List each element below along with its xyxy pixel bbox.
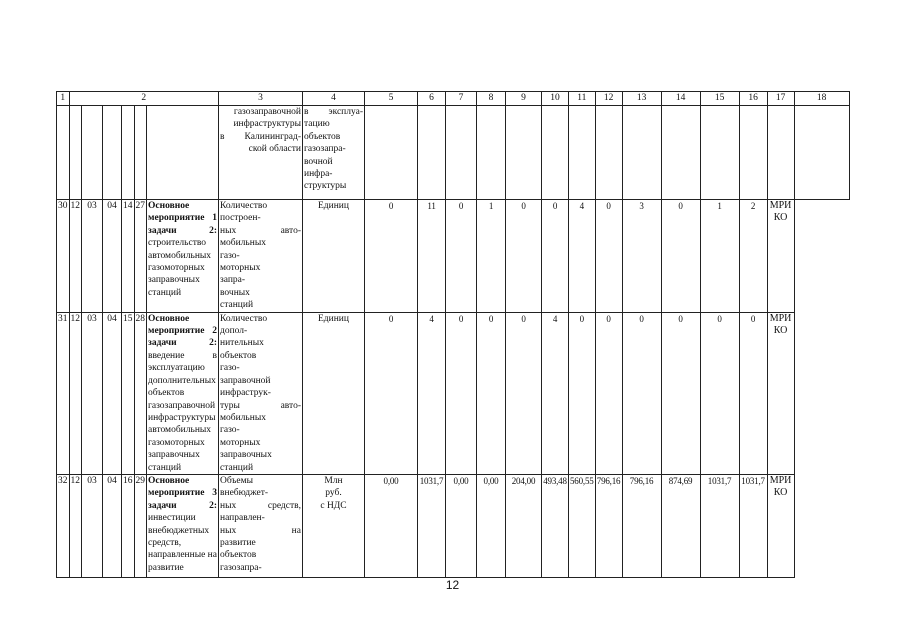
header-cell: 9 — [506, 92, 542, 106]
text-line: станций — [148, 462, 182, 473]
text-line: эксплуатацию — [148, 363, 205, 374]
value-cell: 204,00 — [506, 474, 542, 577]
code-cell: 04 — [103, 474, 122, 577]
text-line: в Калининград- — [220, 131, 301, 142]
value-cell: 0 — [739, 312, 767, 474]
indicator-name-cell — [219, 200, 303, 313]
text-line: объектов — [148, 388, 185, 399]
code-cell: 15 — [122, 312, 135, 474]
code-cell: 03 — [82, 474, 103, 577]
continuation-row — [57, 106, 850, 200]
text-line: Млн — [324, 475, 343, 486]
code-cell: 16 — [122, 474, 135, 577]
text-line: мероприятие 2 — [148, 326, 217, 337]
header-cell: 11 — [569, 92, 596, 106]
text-line: ных авто- — [220, 225, 301, 236]
value-cell: 4 — [569, 200, 596, 313]
text-line: станций — [148, 287, 182, 298]
value-cell: 0 — [542, 200, 569, 313]
value-cell: 0 — [595, 200, 622, 313]
cont-measure-name — [219, 106, 303, 200]
header-cell: 6 — [418, 92, 446, 106]
text-line: Основное — [148, 313, 190, 324]
header-cell: 4 — [303, 92, 365, 106]
text-line: допол- — [220, 326, 248, 337]
text-line: структуры — [304, 181, 347, 192]
text-line: газозапра- — [220, 562, 262, 573]
value-cell: 560,55 — [569, 474, 596, 577]
code-cell: 14 — [122, 200, 135, 313]
header-cell: 17 — [767, 92, 794, 106]
executor-cell: МРИ КО — [767, 200, 794, 313]
value-cell: 0 — [700, 312, 739, 474]
text-line: введение в — [148, 350, 217, 361]
text-line: развитие — [148, 562, 184, 573]
text-line: ской области — [248, 144, 301, 155]
code-cell: 12 — [69, 312, 82, 474]
value-cell: 0 — [569, 312, 596, 474]
indicator-name-cell — [219, 474, 303, 577]
value-cell: 0 — [365, 312, 418, 474]
value-cell: 0 — [595, 312, 622, 474]
value-cell: 796,16 — [595, 474, 622, 577]
measure-name-cell — [147, 474, 219, 577]
code-cell: 27 — [134, 200, 147, 313]
value-cell: 11 — [418, 200, 446, 313]
header-cell: 16 — [739, 92, 767, 106]
value-cell: 0 — [446, 200, 477, 313]
row-number-cell: 31 — [57, 312, 70, 474]
header-cell: 1 — [57, 92, 70, 106]
code-cell: 04 — [103, 200, 122, 313]
text-line: мероприятие 1 — [148, 213, 217, 224]
text-line: руб. — [325, 488, 342, 499]
value-cell: 1031,7 — [418, 474, 446, 577]
code-cell: 04 — [103, 312, 122, 474]
value-cell: 0 — [661, 312, 700, 474]
text-line: газо- — [220, 250, 240, 261]
text-line: станций — [220, 300, 254, 311]
executor-cell: МРИ КО — [767, 474, 794, 577]
text-line: объектов — [304, 131, 341, 142]
value-cell: 0,00 — [477, 474, 506, 577]
text-line: газо- — [220, 363, 240, 374]
row-number-cell: 32 — [57, 474, 70, 577]
text-line: туры авто- — [220, 400, 301, 411]
value-cell: 4 — [542, 312, 569, 474]
table-row — [57, 474, 850, 577]
value-cell: 0 — [506, 200, 542, 313]
text-line: вочных — [220, 287, 250, 298]
table-row — [57, 312, 850, 474]
value-cell: 2 — [739, 200, 767, 313]
text-line: инвестиции — [148, 513, 196, 524]
program-table — [56, 91, 850, 578]
text-line: направленные на — [148, 550, 217, 561]
value-cell: 0 — [477, 312, 506, 474]
header-cell: 5 — [365, 92, 418, 106]
text-line: газозаправочной — [148, 400, 216, 411]
text-line: тацию — [304, 119, 330, 130]
text-line: заправочных — [148, 450, 200, 461]
text-line: газозаправочной — [233, 107, 301, 117]
text-line: Объемы — [220, 475, 253, 486]
value-cell: 0 — [365, 200, 418, 313]
header-cell: 3 — [219, 92, 303, 106]
text-line: задачи 2: — [148, 500, 217, 511]
unit-cell — [303, 474, 365, 577]
text-line: в эксплуа- — [304, 107, 363, 117]
text-line: моторных — [220, 263, 261, 274]
text-line: газомоторных — [148, 437, 205, 448]
text-line: заправочных — [220, 450, 272, 461]
code-cell: 28 — [134, 312, 147, 474]
page-number: 12 — [445, 578, 460, 592]
indicator-name-cell — [219, 312, 303, 474]
text-line: средств, — [148, 537, 182, 548]
cont-indicator-name — [303, 106, 365, 200]
text-line: автомобильных — [148, 425, 212, 436]
header-cell: 15 — [700, 92, 739, 106]
table-row — [57, 200, 850, 313]
value-cell: 1031,7 — [700, 474, 739, 577]
code-cell: 29 — [134, 474, 147, 577]
value-cell: 0,00 — [446, 474, 477, 577]
value-cell: 1 — [477, 200, 506, 313]
header-cell: 10 — [542, 92, 569, 106]
text-line: внебюджет- — [220, 488, 269, 499]
measure-name-cell — [147, 312, 219, 474]
value-cell: 3 — [622, 200, 661, 313]
code-cell: 03 — [82, 312, 103, 474]
text-line: газо- — [220, 425, 240, 436]
text-line: Основное — [148, 201, 190, 211]
unit-cell: Единиц — [303, 312, 365, 474]
text-line: мобильных — [220, 412, 266, 423]
header-cell: 18 — [794, 92, 849, 106]
text-line: задачи 2: — [148, 338, 217, 349]
text-line: внебюджетных — [148, 525, 210, 536]
header-row — [57, 92, 850, 106]
header-cell: 12 — [595, 92, 622, 106]
value-cell: 874,69 — [661, 474, 700, 577]
value-cell: 0 — [446, 312, 477, 474]
text-line: объектов — [220, 550, 257, 561]
value-cell: 4 — [418, 312, 446, 474]
measure-name-cell — [147, 200, 219, 313]
text-line: запра- — [220, 275, 246, 286]
value-cell: 493,48 — [542, 474, 569, 577]
text-line: построен- — [220, 213, 261, 224]
executor-cell: МРИ КО — [767, 312, 794, 474]
text-line: дополнительных — [148, 375, 216, 386]
text-line: моторных — [220, 437, 261, 448]
text-line: газозапра- — [304, 144, 346, 155]
value-cell: 0 — [661, 200, 700, 313]
unit-cell: Единиц — [303, 200, 365, 313]
text-line: объектов — [220, 350, 257, 361]
text-line: ных на — [220, 525, 301, 536]
header-cell: 2 — [69, 92, 219, 106]
text-line: нительных — [220, 338, 264, 349]
code-cell: 03 — [82, 200, 103, 313]
text-line: ных средств, — [220, 500, 301, 511]
code-cell: 12 — [69, 474, 82, 577]
text-line: задачи 2: — [148, 225, 217, 236]
text-line: Количество — [220, 201, 268, 211]
header-cell: 7 — [446, 92, 477, 106]
text-line: развитие — [220, 537, 256, 548]
text-line: газомоторных — [148, 263, 205, 274]
header-cell: 14 — [661, 92, 700, 106]
text-line: инфраструк- — [220, 388, 271, 399]
value-cell: 1031,7 — [739, 474, 767, 577]
text-line: автомобильных — [148, 250, 212, 261]
value-cell: 0 — [506, 312, 542, 474]
text-line: мероприятие 3 — [148, 488, 217, 499]
header-cell: 8 — [477, 92, 506, 106]
value-cell: 0,00 — [365, 474, 418, 577]
text-line: с НДС — [320, 500, 347, 511]
text-line: инфраструктуры — [148, 412, 216, 423]
row-number-cell: 30 — [57, 200, 70, 313]
text-line: вочной — [304, 156, 333, 167]
text-line: станций — [220, 462, 254, 473]
header-cell: 13 — [622, 92, 661, 106]
text-line: строительство — [148, 238, 207, 249]
text-line: инфраструктуры — [233, 119, 301, 130]
text-line: заправочных — [148, 275, 200, 286]
code-cell: 12 — [69, 200, 82, 313]
text-line: заправочной — [220, 375, 271, 386]
value-cell: 0 — [622, 312, 661, 474]
text-line: мобильных — [220, 238, 266, 249]
text-line: направлен- — [220, 513, 265, 524]
text-line: Основное — [148, 475, 190, 486]
value-cell: 1 — [700, 200, 739, 313]
text-line: Количество — [220, 313, 268, 324]
value-cell: 796,16 — [622, 474, 661, 577]
text-line: инфра- — [304, 169, 333, 180]
